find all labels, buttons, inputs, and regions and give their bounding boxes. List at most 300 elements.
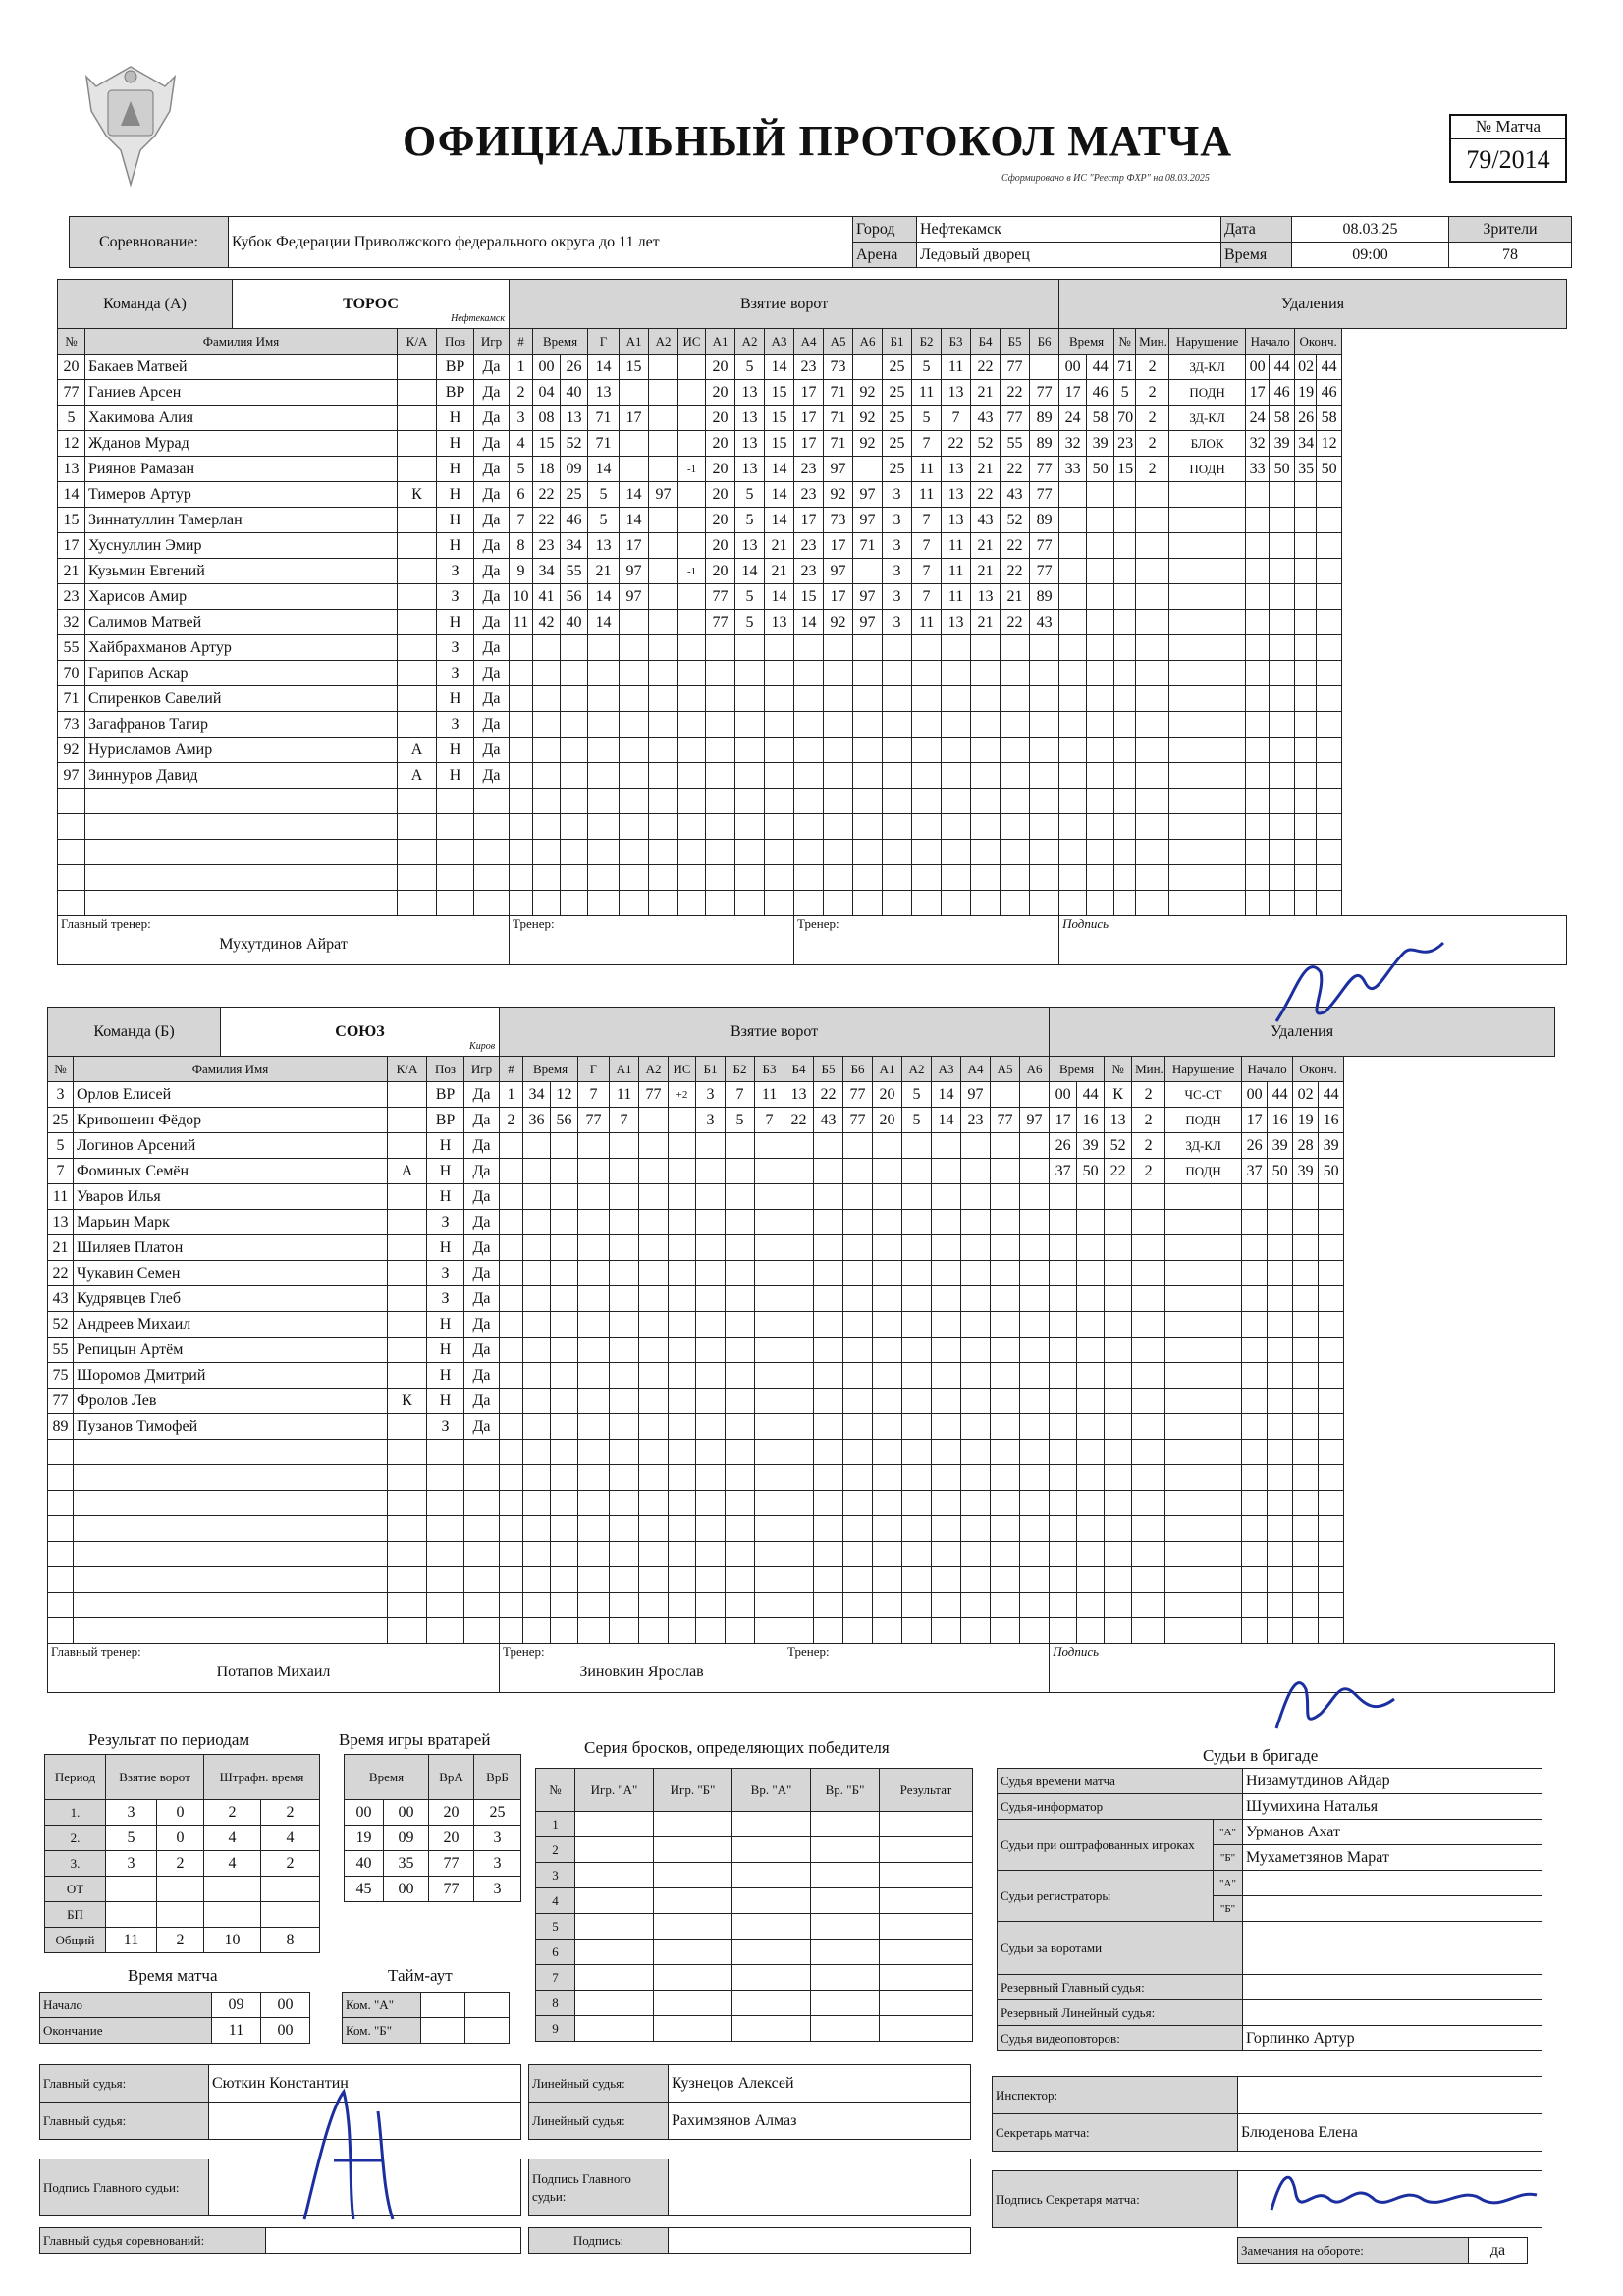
goal-situation	[669, 1465, 696, 1491]
goalie-a: 20	[429, 1800, 474, 1826]
goal-scorer	[578, 1286, 610, 1312]
goalie-b: 3	[474, 1826, 521, 1851]
goal-minus-player: 77	[1030, 482, 1059, 508]
table-row	[58, 635, 1567, 661]
goal-second	[551, 1261, 578, 1286]
goal-minute	[523, 1312, 551, 1338]
goal-minus-player: 77	[1030, 559, 1059, 584]
shootout-cell	[880, 1888, 973, 1914]
goal-minute	[533, 789, 561, 814]
table-row	[48, 1261, 1555, 1286]
period-name: 2.	[45, 1826, 106, 1851]
player-name: Хайбрахманов Артур	[85, 635, 398, 661]
goal-plus-player	[843, 1389, 873, 1414]
shootout-cell	[880, 1991, 973, 2016]
goal-assist-1	[620, 891, 649, 916]
player-name	[85, 840, 398, 865]
date-label: Дата	[1221, 217, 1292, 243]
player-number: 17	[58, 533, 85, 559]
goal-plus-player: 14	[765, 355, 794, 380]
goal-minute: 41	[533, 584, 561, 610]
table-row	[48, 1440, 1555, 1465]
goal-assist-2	[649, 686, 678, 712]
goal-plus-player	[755, 1389, 784, 1414]
goal-plus-player: 23	[794, 482, 824, 508]
player-played: Да	[474, 712, 510, 738]
team_a-head-coach-cell	[58, 916, 510, 965]
goal-scorer	[588, 635, 620, 661]
col-ka: К/А	[388, 1057, 427, 1082]
penalty-minutes	[1136, 635, 1169, 661]
goal-minus-player	[942, 738, 971, 763]
goal-minus-player	[1030, 865, 1059, 891]
table-row	[48, 1184, 1555, 1210]
penalty-end-sec	[1319, 1593, 1344, 1618]
player-position: Н	[427, 1133, 464, 1159]
penalty-second	[1087, 814, 1114, 840]
player-name: Хуснуллин Эмир	[85, 533, 398, 559]
goal-plus-player	[784, 1491, 814, 1516]
competition-name: Кубок Федерации Приволжского федерального округа до 11 лет	[229, 217, 853, 268]
penalty-minute	[1050, 1414, 1077, 1440]
goal-plus-player: 92	[853, 431, 883, 457]
penalty-end-sec	[1319, 1210, 1344, 1235]
team_a-name-cell	[233, 280, 510, 329]
goal-second: 40	[561, 380, 588, 406]
penalty-start-min	[1242, 1516, 1268, 1542]
goal-second: 26	[561, 355, 588, 380]
penalty-violation	[1169, 814, 1246, 840]
penalty-minute	[1059, 661, 1087, 686]
period-name: БП	[45, 1902, 106, 1928]
penalty-end-min: 35	[1295, 457, 1317, 482]
table-row	[48, 1491, 1555, 1516]
period-pim-b	[261, 1877, 320, 1902]
table-row	[48, 1593, 1555, 1618]
timeout-b-label: Ком. "Б"	[343, 2018, 421, 2044]
player-position: З	[427, 1286, 464, 1312]
goal-plus-player	[735, 891, 765, 916]
goal-minus-player	[1020, 1440, 1050, 1465]
goal-plus-player	[765, 814, 794, 840]
period-row	[45, 1800, 320, 1826]
goal-plus-player	[696, 1261, 726, 1286]
goal-assist-2: 77	[639, 1082, 669, 1108]
goal-plus-player	[843, 1261, 873, 1286]
penalty-minute	[1050, 1618, 1077, 1644]
notes-table	[1237, 2237, 1528, 2264]
player-played: Да	[474, 508, 510, 533]
goal-minus-player	[942, 891, 971, 916]
penalty-start-min	[1242, 1363, 1268, 1389]
penalty-violation: ПОДН	[1165, 1159, 1242, 1184]
goal-minus-player	[1020, 1312, 1050, 1338]
goal-number	[500, 1261, 523, 1286]
player-name: Шиляев Платон	[74, 1235, 388, 1261]
match-number: 79/2014	[1466, 145, 1550, 174]
goal-situation	[678, 763, 706, 789]
goal-minus-player	[1001, 814, 1030, 840]
goalie-row	[345, 1877, 521, 1902]
goal-number: 2	[510, 380, 533, 406]
goal-minute: 00	[533, 355, 561, 380]
penalty-violation	[1165, 1286, 1242, 1312]
goal-minus-player	[912, 661, 942, 686]
goal-number	[510, 763, 533, 789]
penalty-violation	[1169, 865, 1246, 891]
goal-assist-2	[639, 1133, 669, 1159]
goal-plus-player	[726, 1184, 755, 1210]
penalty-minutes	[1132, 1414, 1165, 1440]
player-position: З	[437, 559, 474, 584]
goal-minus-player	[1020, 1338, 1050, 1363]
player-played: Да	[464, 1389, 500, 1414]
goal-number	[500, 1440, 523, 1465]
line-ref-1-name: Кузнецов Алексей	[669, 2065, 971, 2103]
goal-scorer	[578, 1465, 610, 1491]
goal-minus-player	[971, 712, 1001, 738]
player-played	[464, 1491, 500, 1516]
goal-plus-player	[794, 763, 824, 789]
penalty-player	[1105, 1516, 1132, 1542]
col-assist-1: А1	[620, 329, 649, 355]
penalty-violation	[1165, 1389, 1242, 1414]
player-played: Да	[474, 380, 510, 406]
goal-minute	[523, 1261, 551, 1286]
team_b-name: СОЮЗ	[335, 1022, 385, 1040]
goal-assist-1	[610, 1491, 639, 1516]
penalty-player	[1105, 1235, 1132, 1261]
goal-minus-player	[912, 712, 942, 738]
penalty-minutes	[1136, 789, 1169, 814]
goal-minus-player: 52	[971, 431, 1001, 457]
goal-assist-1: 7	[610, 1108, 639, 1133]
goal-minus-player	[991, 1567, 1020, 1593]
goal-scorer	[588, 661, 620, 686]
goal-plus-player	[843, 1286, 873, 1312]
goal-minus-player	[902, 1516, 932, 1542]
penalty-end-min	[1293, 1210, 1319, 1235]
penalty-end-min	[1295, 763, 1317, 789]
goal-assist-1: 97	[620, 584, 649, 610]
goal-minute	[523, 1338, 551, 1363]
penalty-end-min	[1293, 1286, 1319, 1312]
goal-plus-player	[843, 1363, 873, 1389]
time-value: 09:00	[1292, 243, 1449, 268]
shootout-cell	[575, 1914, 654, 1940]
goal-minus-player: 14	[932, 1082, 961, 1108]
penalty-start-min	[1246, 814, 1270, 840]
player-position: З	[427, 1414, 464, 1440]
penalty-player	[1105, 1593, 1132, 1618]
player-captain	[398, 457, 437, 482]
penbox-a-name: Урманов Ахат	[1243, 1820, 1542, 1845]
table-row	[58, 814, 1567, 840]
goal-plus-player	[735, 763, 765, 789]
periods-table	[44, 1754, 320, 1953]
player-position: Н	[427, 1389, 464, 1414]
goal-minus-player	[1030, 712, 1059, 738]
goal-assist-1	[610, 1210, 639, 1235]
player-name: Фоминых Семён	[74, 1159, 388, 1184]
player-position: З	[437, 584, 474, 610]
goal-minus-player: 14	[932, 1108, 961, 1133]
goal-minus-player: 43	[971, 508, 1001, 533]
goal-minus-player	[932, 1389, 961, 1414]
goal-situation	[678, 661, 706, 686]
timeout-title: Тайм-аут	[388, 1966, 453, 1985]
goal-plus-player: 97	[824, 457, 853, 482]
table-row	[48, 1516, 1555, 1542]
goal-plus-player: 15	[765, 431, 794, 457]
player-number: 55	[58, 635, 85, 661]
goal-minus-player	[902, 1261, 932, 1286]
goal-plus-player	[853, 789, 883, 814]
penbox-b-name: Мухаметзянов Марат	[1243, 1845, 1542, 1871]
penalty-violation: ЗД-КЛ	[1169, 406, 1246, 431]
period-pim-b: 2	[261, 1800, 320, 1826]
penalty-second	[1077, 1286, 1105, 1312]
goal-minus-player	[902, 1159, 932, 1184]
goal-minus-player	[961, 1516, 991, 1542]
goal-minus-player	[883, 763, 912, 789]
player-number: 15	[58, 508, 85, 533]
goal-minus-player	[902, 1440, 932, 1465]
goal-minus-player	[902, 1210, 932, 1235]
goal-plus-player	[726, 1338, 755, 1363]
penalty-second	[1087, 840, 1114, 865]
goal-plus-player	[794, 686, 824, 712]
penalty-start-sec: 44	[1268, 1082, 1293, 1108]
penalty-end-sec: 44	[1319, 1082, 1344, 1108]
player-played: Да	[474, 738, 510, 763]
goal-situation	[669, 1440, 696, 1465]
period-goals-a: 3	[106, 1800, 157, 1826]
shootout-cell	[575, 1888, 654, 1914]
goal-plus-player	[784, 1235, 814, 1261]
penalty-end-min	[1293, 1389, 1319, 1414]
penalty-start-sec	[1268, 1389, 1293, 1414]
penalty-end-sec: 39	[1319, 1133, 1344, 1159]
goal-plus-player	[814, 1542, 843, 1567]
penalty-minutes	[1132, 1210, 1165, 1235]
penbox-a-tag: "А"	[1214, 1820, 1243, 1845]
video-ref-name: Горпинко Артур	[1243, 2026, 1542, 2051]
penalty-end-min	[1293, 1440, 1319, 1465]
player-name: Марьин Марк	[74, 1210, 388, 1235]
penalty-minutes: 2	[1136, 431, 1169, 457]
goal-plus-player	[784, 1261, 814, 1286]
goal-minus-player	[1030, 635, 1059, 661]
penalty-start-min	[1242, 1542, 1268, 1567]
goal-minus-player	[961, 1440, 991, 1465]
goal-situation	[678, 355, 706, 380]
goal-plus-player	[784, 1184, 814, 1210]
shootout-cell	[654, 1812, 732, 1837]
player-captain	[398, 406, 437, 431]
penalty-violation: ПОДН	[1165, 1108, 1242, 1133]
goal-plus-player: 97	[853, 610, 883, 635]
goal-minus-player	[961, 1235, 991, 1261]
goal-plus-player	[824, 661, 853, 686]
sig-main-2-label: Подпись Главного судьи:	[529, 2159, 669, 2216]
penalty-end-sec	[1319, 1184, 1344, 1210]
period-goals-b: 0	[157, 1826, 204, 1851]
goal-assist-1	[620, 610, 649, 635]
period-pim-header: Штрафн. время	[204, 1755, 320, 1800]
goal-plus-player	[794, 840, 824, 865]
penalty-violation	[1165, 1210, 1242, 1235]
goalie-second: 00	[384, 1877, 429, 1902]
goal-plus-player: 15	[794, 584, 824, 610]
goal-minus-player: 21	[971, 559, 1001, 584]
penalty-start-sec	[1268, 1312, 1293, 1338]
goal-minus-player	[932, 1338, 961, 1363]
penalty-violation	[1169, 891, 1246, 916]
player-name: Харисов Амир	[85, 584, 398, 610]
goal-minus-player	[932, 1593, 961, 1618]
goalie-b: 25	[474, 1800, 521, 1826]
penalty-start-sec: 39	[1270, 431, 1295, 457]
goal-assist-2	[649, 814, 678, 840]
goal-plus-player: 5	[735, 610, 765, 635]
goal-plus-player: 21	[765, 559, 794, 584]
goal-plus-player: 5	[735, 482, 765, 508]
col-pen-no: №	[1105, 1057, 1132, 1082]
match-number-label: № Матча	[1451, 116, 1565, 139]
period-row	[45, 1877, 320, 1902]
player-position	[437, 865, 474, 891]
player-position: Н	[437, 431, 474, 457]
goal-minus-player	[873, 1338, 902, 1363]
goal-minus-player: 21	[971, 533, 1001, 559]
goal-plus-player	[755, 1465, 784, 1491]
goal-plus-player	[853, 840, 883, 865]
goal-second: 34	[561, 533, 588, 559]
goal-plus-player: 23	[794, 559, 824, 584]
col-pen-end: Оконч.	[1293, 1057, 1344, 1082]
goal-plus-player	[706, 789, 735, 814]
penalty-end-min	[1293, 1465, 1319, 1491]
penalty-minutes	[1132, 1516, 1165, 1542]
col-minus-player: Б1	[883, 329, 912, 355]
shootout-goalie-a-header: Вр. "А"	[732, 1769, 811, 1812]
goal-number	[500, 1210, 523, 1235]
col-minus-player: Б4	[971, 329, 1001, 355]
player-position	[437, 814, 474, 840]
period-pim-b: 8	[261, 1928, 320, 1953]
player-name: Уваров Илья	[74, 1184, 388, 1210]
penalty-start-sec	[1268, 1491, 1293, 1516]
goal-assist-2	[649, 865, 678, 891]
player-number	[58, 814, 85, 840]
goal-minus-player	[1020, 1184, 1050, 1210]
goal-minus-player	[873, 1312, 902, 1338]
goal-number: 10	[510, 584, 533, 610]
goal-minus-player: 5	[902, 1082, 932, 1108]
goal-plus-player: 97	[853, 584, 883, 610]
goal-assist-1	[620, 457, 649, 482]
col-minus-player: А3	[932, 1057, 961, 1082]
penalty-player	[1114, 738, 1136, 763]
team_b-city: Киров	[469, 1041, 496, 1052]
goal-scorer	[578, 1567, 610, 1593]
goal-plus-player	[755, 1414, 784, 1440]
goal-situation: -1	[678, 457, 706, 482]
period-goals-b	[157, 1877, 204, 1902]
goal-minus-player	[912, 738, 942, 763]
goal-minus-player: 77	[1001, 355, 1030, 380]
goal-plus-player	[706, 686, 735, 712]
shootout-cell	[575, 1940, 654, 1965]
main-referees-table	[39, 2064, 521, 2140]
goal-situation	[678, 814, 706, 840]
goal-scorer	[578, 1159, 610, 1184]
goal-scorer	[588, 840, 620, 865]
col-plus-player: Б1	[696, 1057, 726, 1082]
goal-plus-player	[843, 1593, 873, 1618]
shootout-cell	[811, 1888, 880, 1914]
goal-plus-player	[696, 1338, 726, 1363]
goal-plus-player	[784, 1542, 814, 1567]
shootout-cell	[880, 1812, 973, 1837]
player-captain: А	[398, 738, 437, 763]
player-number: 14	[58, 482, 85, 508]
penalty-violation	[1165, 1491, 1242, 1516]
secretary-name: Блюденова Елена	[1238, 2114, 1542, 2152]
goal-plus-player: 5	[735, 508, 765, 533]
penalty-start-min	[1242, 1389, 1268, 1414]
penalty-start-min	[1242, 1618, 1268, 1644]
penalty-minute	[1059, 584, 1087, 610]
penalty-second: 44	[1077, 1082, 1105, 1108]
goal-plus-player	[726, 1593, 755, 1618]
goal-minus-player	[902, 1312, 932, 1338]
team_b-head-coach-name: Потапов Михаил	[216, 1664, 331, 1680]
penalty-violation	[1165, 1440, 1242, 1465]
player-number: 70	[58, 661, 85, 686]
shootout-cell	[654, 1837, 732, 1863]
inspector-secretary-table	[992, 2076, 1542, 2152]
goal-plus-player: 7	[726, 1082, 755, 1108]
goal-plus-player	[765, 712, 794, 738]
player-name: Загафранов Тагир	[85, 712, 398, 738]
player-number	[48, 1516, 74, 1542]
goal-assist-2	[649, 738, 678, 763]
goal-minus-player	[932, 1363, 961, 1389]
goal-assist-1	[620, 789, 649, 814]
goal-plus-player	[726, 1261, 755, 1286]
goal-plus-player	[843, 1465, 873, 1491]
goal-minus-player	[1020, 1235, 1050, 1261]
goal-plus-player	[853, 891, 883, 916]
goal-minus-player: 43	[1001, 482, 1030, 508]
player-number	[48, 1593, 74, 1618]
player-name: Орлов Елисей	[74, 1082, 388, 1108]
penalty-start-sec	[1268, 1210, 1293, 1235]
goal-scorer: 14	[588, 584, 620, 610]
goal-plus-player	[696, 1133, 726, 1159]
goal-minus-player	[1001, 635, 1030, 661]
goal-minus-player	[1020, 1618, 1050, 1644]
goal-plus-player	[814, 1286, 843, 1312]
player-captain	[398, 508, 437, 533]
goal-assist-1	[620, 840, 649, 865]
col-ka: К/А	[398, 329, 437, 355]
shootout-cell	[575, 1812, 654, 1837]
goal-plus-player: 17	[824, 533, 853, 559]
goal-plus-player	[794, 738, 824, 763]
